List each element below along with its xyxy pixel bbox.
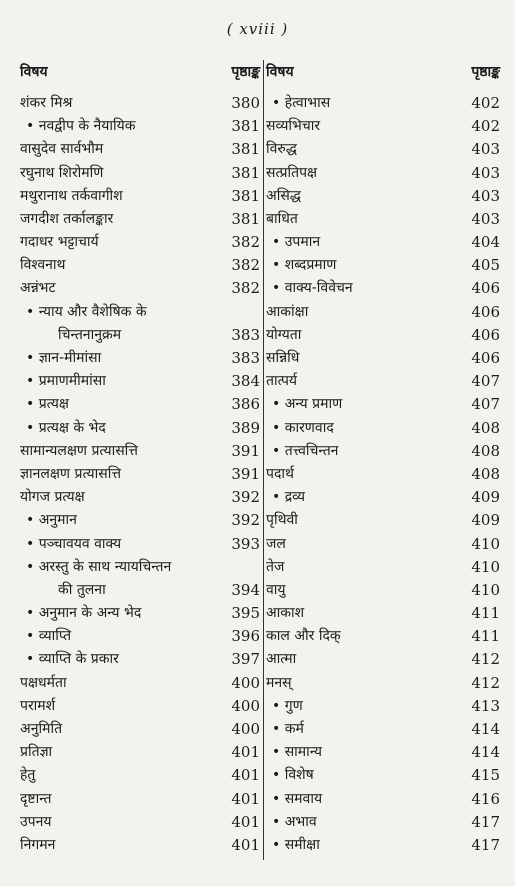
toc-entry-page: 414 — [471, 720, 500, 739]
toc-entry-title: • पञ्चावयव वाक्य — [26, 535, 122, 552]
toc-entry — [266, 324, 500, 347]
toc-entry-page: 409 — [471, 511, 500, 530]
toc-entry-page: 396 — [231, 627, 260, 646]
toc-entry-title: वायु — [266, 581, 286, 598]
toc-entry — [266, 417, 500, 440]
toc-entry-page: 403 — [471, 186, 500, 205]
toc-entry-title: आकाश — [266, 605, 305, 622]
toc-entry-title: तेज — [266, 558, 285, 575]
toc-entry-title: आत्मा — [266, 651, 297, 668]
toc-entry — [20, 625, 260, 648]
toc-entry-title: निगमन — [20, 836, 56, 853]
toc-entry-title: • प्रत्यक्ष के भेद — [26, 419, 106, 436]
toc-entry-page: 417 — [471, 812, 500, 831]
toc-entry-title: • अभाव — [272, 813, 317, 830]
toc-entry-page: 408 — [471, 418, 500, 437]
toc-entry-title: • अन्य प्रमाण — [272, 396, 343, 413]
toc-entry-title: हेतु — [20, 767, 36, 784]
toc-entry-page: 408 — [471, 441, 500, 460]
toc-right-column — [266, 62, 500, 857]
toc-entry-page: 401 — [231, 812, 260, 831]
toc-entry — [266, 788, 500, 811]
toc-entry-page: 406 — [471, 349, 500, 368]
toc-entry-page: 412 — [471, 673, 500, 692]
toc-entry-page: 406 — [471, 279, 500, 298]
toc-entry — [20, 417, 260, 440]
toc-entry-title: • अनुमान के अन्य भेद — [26, 605, 142, 622]
toc-entry-page: 383 — [231, 349, 260, 368]
toc-entry — [20, 579, 260, 602]
toc-entry — [20, 440, 260, 463]
toc-entry — [266, 208, 500, 231]
toc-entry-title: • कारणवाद — [272, 419, 334, 436]
toc-entry-title: योग्यता — [266, 326, 302, 343]
toc-entry — [266, 254, 500, 277]
toc-entry-title: प्रतिज्ञा — [20, 744, 53, 761]
toc-entry-title: • द्रव्य — [272, 489, 306, 506]
toc-entry-title: शंकर मिश्र — [20, 94, 73, 111]
toc-entry — [20, 788, 260, 811]
toc-entry-title: • हेत्वाभास — [272, 94, 331, 111]
toc-entry — [20, 533, 260, 556]
toc-entry — [20, 811, 260, 834]
toc-entry — [20, 162, 260, 185]
toc-entry-title: • विशेष — [272, 767, 314, 784]
toc-entry — [20, 231, 260, 254]
toc-entry-title: • तत्त्वचिन्तन — [272, 442, 339, 459]
toc-entry — [266, 301, 500, 324]
toc-entry-title: पृथिवी — [266, 512, 298, 529]
toc-entry-page: 401 — [231, 835, 260, 854]
toc-entry — [20, 301, 260, 324]
toc-entry-title: चिन्तनानुक्रम — [58, 326, 122, 343]
toc-entry-title: • व्याप्ति के प्रकार — [26, 651, 119, 668]
toc-entry — [20, 649, 260, 672]
toc-entry-page: 382 — [231, 233, 260, 252]
toc-entry-page: 410 — [471, 580, 500, 599]
toc-entry-title: परामर्श — [20, 697, 56, 714]
toc-entry-title: रघुनाथ शिरोमणि — [20, 164, 104, 181]
toc-entry — [266, 115, 500, 138]
toc-entry-title: • नवद्वीप के नैयायिक — [26, 118, 136, 135]
toc-left-header — [20, 62, 260, 92]
toc-entry-page: 410 — [471, 557, 500, 576]
toc-entry-page: 409 — [471, 488, 500, 507]
toc-entry — [20, 463, 260, 486]
toc-entry-title: • अरस्तु के साथ न्यायचिन्तन — [26, 558, 172, 575]
toc-entry-page: 406 — [471, 302, 500, 321]
toc-entry — [20, 672, 260, 695]
toc-entry-page: 401 — [231, 789, 260, 808]
toc-entry-page: 417 — [471, 835, 500, 854]
toc-entry — [20, 185, 260, 208]
toc-entry-page: 415 — [471, 766, 500, 785]
toc-entry — [20, 718, 260, 741]
toc-entry — [266, 764, 500, 787]
toc-entry-page: 391 — [231, 464, 260, 483]
toc-entry-page: 395 — [231, 604, 260, 623]
toc-entry — [266, 649, 500, 672]
toc-entry — [266, 347, 500, 370]
toc-entry-title: • सामान्य — [272, 744, 323, 761]
toc-entry-title: ज्ञानलक्षण प्रत्यासत्ति — [20, 465, 122, 482]
page-header: पृष्ठाङ्क — [471, 64, 500, 80]
toc-entry — [266, 486, 500, 509]
toc-entry-title: जगदीश तर्कालङ्कार — [20, 210, 114, 227]
toc-entry — [266, 811, 500, 834]
toc-entry-title: • अनुमान — [26, 512, 77, 529]
toc-entry-title: • ज्ञान-मीमांसा — [26, 350, 102, 367]
toc-entry — [20, 509, 260, 532]
toc-entry-page: 381 — [231, 186, 260, 205]
toc-entry-title: असिद्ध — [266, 187, 301, 204]
toc-entry — [20, 115, 260, 138]
toc-entry-page: 397 — [231, 650, 260, 669]
toc-entry-title: योगज प्रत्यक्ष — [20, 489, 85, 506]
toc-entry-page: 380 — [231, 93, 260, 112]
toc-entry-title: की तुलना — [58, 581, 106, 598]
toc-entry-page: 407 — [471, 372, 500, 391]
toc-entry — [20, 324, 260, 347]
toc-entry-page: 413 — [471, 696, 500, 715]
toc-entry-page: 386 — [231, 395, 260, 414]
toc-right-list — [266, 92, 500, 857]
toc-entry-page: 405 — [471, 256, 500, 275]
toc-entry — [266, 741, 500, 764]
toc-entry — [266, 579, 500, 602]
toc-entry-page: 408 — [471, 464, 500, 483]
toc-entry — [266, 92, 500, 115]
column-divider — [263, 60, 264, 860]
toc-entry-page: 384 — [231, 372, 260, 391]
toc-entry-title: अनुमिति — [20, 721, 63, 738]
toc-entry-title: काल और दिक् — [266, 628, 341, 645]
toc-entry-title: पदार्थ — [266, 465, 294, 482]
toc-entry-page: 389 — [231, 418, 260, 437]
toc-entry-page: 381 — [231, 140, 260, 159]
toc-entry-title: उपनय — [20, 813, 52, 830]
toc-entry — [20, 92, 260, 115]
toc-entry — [266, 231, 500, 254]
toc-entry — [20, 138, 260, 161]
toc-entry — [20, 556, 260, 579]
toc-entry-title: • कर्म — [272, 721, 304, 738]
toc-entry-page: 392 — [231, 511, 260, 530]
toc-entry-page: 411 — [471, 604, 500, 623]
toc-entry-title: जल — [266, 535, 286, 552]
toc-entry-page: 402 — [471, 117, 500, 136]
toc-entry-title: • समीक्षा — [272, 836, 320, 853]
toc-entry — [266, 463, 500, 486]
toc-entry-title: गदाधर भट्टाचार्य — [20, 234, 99, 251]
toc-entry — [20, 602, 260, 625]
page-header: पृष्ठाङ्क — [231, 64, 260, 80]
toc-entry — [20, 695, 260, 718]
toc-entry-page: 394 — [231, 580, 260, 599]
toc-entry-page: 383 — [231, 325, 260, 344]
toc-entry — [266, 672, 500, 695]
toc-entry — [266, 602, 500, 625]
toc-entry-title: मथुरानाथ तर्कवागीश — [20, 187, 123, 204]
toc-entry-title: • न्याय और वैशेषिक के — [26, 303, 147, 320]
toc-entry — [266, 278, 500, 301]
toc-entry-title: • समवाय — [272, 790, 323, 807]
toc-entry-title: • उपमान — [272, 234, 321, 251]
toc-entry — [266, 718, 500, 741]
toc-entry-title: अन्नंभट — [20, 280, 56, 297]
toc-left-list — [20, 92, 260, 857]
toc-entry-page: 381 — [231, 117, 260, 136]
toc-entry — [266, 509, 500, 532]
toc-entry — [266, 625, 500, 648]
toc-entry — [20, 347, 260, 370]
toc-entry-title: • प्रमाणमीमांसा — [26, 373, 106, 390]
toc-entry-page: 401 — [231, 766, 260, 785]
subject-header: विषय — [266, 64, 294, 80]
subject-header: विषय — [20, 64, 48, 80]
toc-entry-title: सव्यभिचार — [266, 118, 321, 135]
toc-entry-title: वासुदेव सार्वभौम — [20, 141, 104, 158]
toc-entry-page: 403 — [471, 209, 500, 228]
toc-entry-title: दृष्टान्त — [20, 790, 52, 807]
toc-entry-page: 400 — [231, 720, 260, 739]
toc-left-column — [20, 62, 260, 857]
toc-entry-page: 403 — [471, 140, 500, 159]
toc-entry-page: 410 — [471, 534, 500, 553]
toc-entry-page: 401 — [231, 743, 260, 762]
toc-entry-title: मनस् — [266, 674, 292, 691]
toc-entry — [20, 393, 260, 416]
toc-entry — [266, 695, 500, 718]
toc-entry-title: विरुद्ध — [266, 141, 297, 158]
toc-entry — [266, 185, 500, 208]
toc-entry-page: 381 — [231, 163, 260, 182]
toc-entry-page: 392 — [231, 488, 260, 507]
toc-entry-page: 381 — [231, 209, 260, 228]
toc-entry-title: सत्प्रतिपक्ष — [266, 164, 318, 181]
toc-entry-page: 414 — [471, 743, 500, 762]
toc-entry — [20, 370, 260, 393]
toc-entry-title: आकांक्षा — [266, 303, 309, 320]
toc-entry — [20, 208, 260, 231]
toc-entry — [20, 486, 260, 509]
toc-entry-title: • प्रत्यक्ष — [26, 396, 69, 413]
toc-entry-title: • वाक्य-विवेचन — [272, 280, 353, 297]
toc-entry-title: विश्वनाथ — [20, 257, 66, 274]
toc-entry-page: 402 — [471, 93, 500, 112]
toc-right-header — [266, 62, 500, 92]
toc-entry — [266, 370, 500, 393]
toc-entry-page: 391 — [231, 441, 260, 460]
toc-entry-title: • व्याप्ति — [26, 628, 72, 645]
toc-entry — [20, 254, 260, 277]
toc-entry-title: सामान्यलक्षण प्रत्यासत्ति — [20, 442, 138, 459]
toc-entry-title: पक्षधर्मता — [20, 674, 67, 691]
toc-entry — [20, 764, 260, 787]
toc-entry — [266, 440, 500, 463]
toc-entry-page: 393 — [231, 534, 260, 553]
toc-entry — [266, 834, 500, 857]
toc-entry-page: 407 — [471, 395, 500, 414]
toc-entry — [266, 162, 500, 185]
toc-entry — [20, 834, 260, 857]
toc-entry-title: • गुण — [272, 697, 303, 714]
toc-entry-title: बाधित — [266, 210, 298, 227]
toc-entry-page: 404 — [471, 233, 500, 252]
toc-entry-title: • शब्दप्रमाण — [272, 257, 337, 274]
toc-entry-page: 412 — [471, 650, 500, 669]
toc-entry-page: 403 — [471, 163, 500, 182]
toc-entry — [20, 278, 260, 301]
toc-entry-page: 406 — [471, 325, 500, 344]
toc-entry — [266, 533, 500, 556]
toc-entry-page: 400 — [231, 696, 260, 715]
toc-entry-page: 416 — [471, 789, 500, 808]
toc-entry — [266, 556, 500, 579]
toc-entry — [20, 741, 260, 764]
toc-entry — [266, 138, 500, 161]
toc-entry-title: सन्निधि — [266, 350, 300, 367]
toc-entry-page: 382 — [231, 279, 260, 298]
toc-entry-title: तात्पर्य — [266, 373, 298, 390]
page-number: ( xviii ) — [226, 20, 289, 38]
toc-entry — [266, 393, 500, 416]
toc-entry-page: 382 — [231, 256, 260, 275]
toc-entry-page: 400 — [231, 673, 260, 692]
toc-entry-page: 411 — [471, 627, 500, 646]
